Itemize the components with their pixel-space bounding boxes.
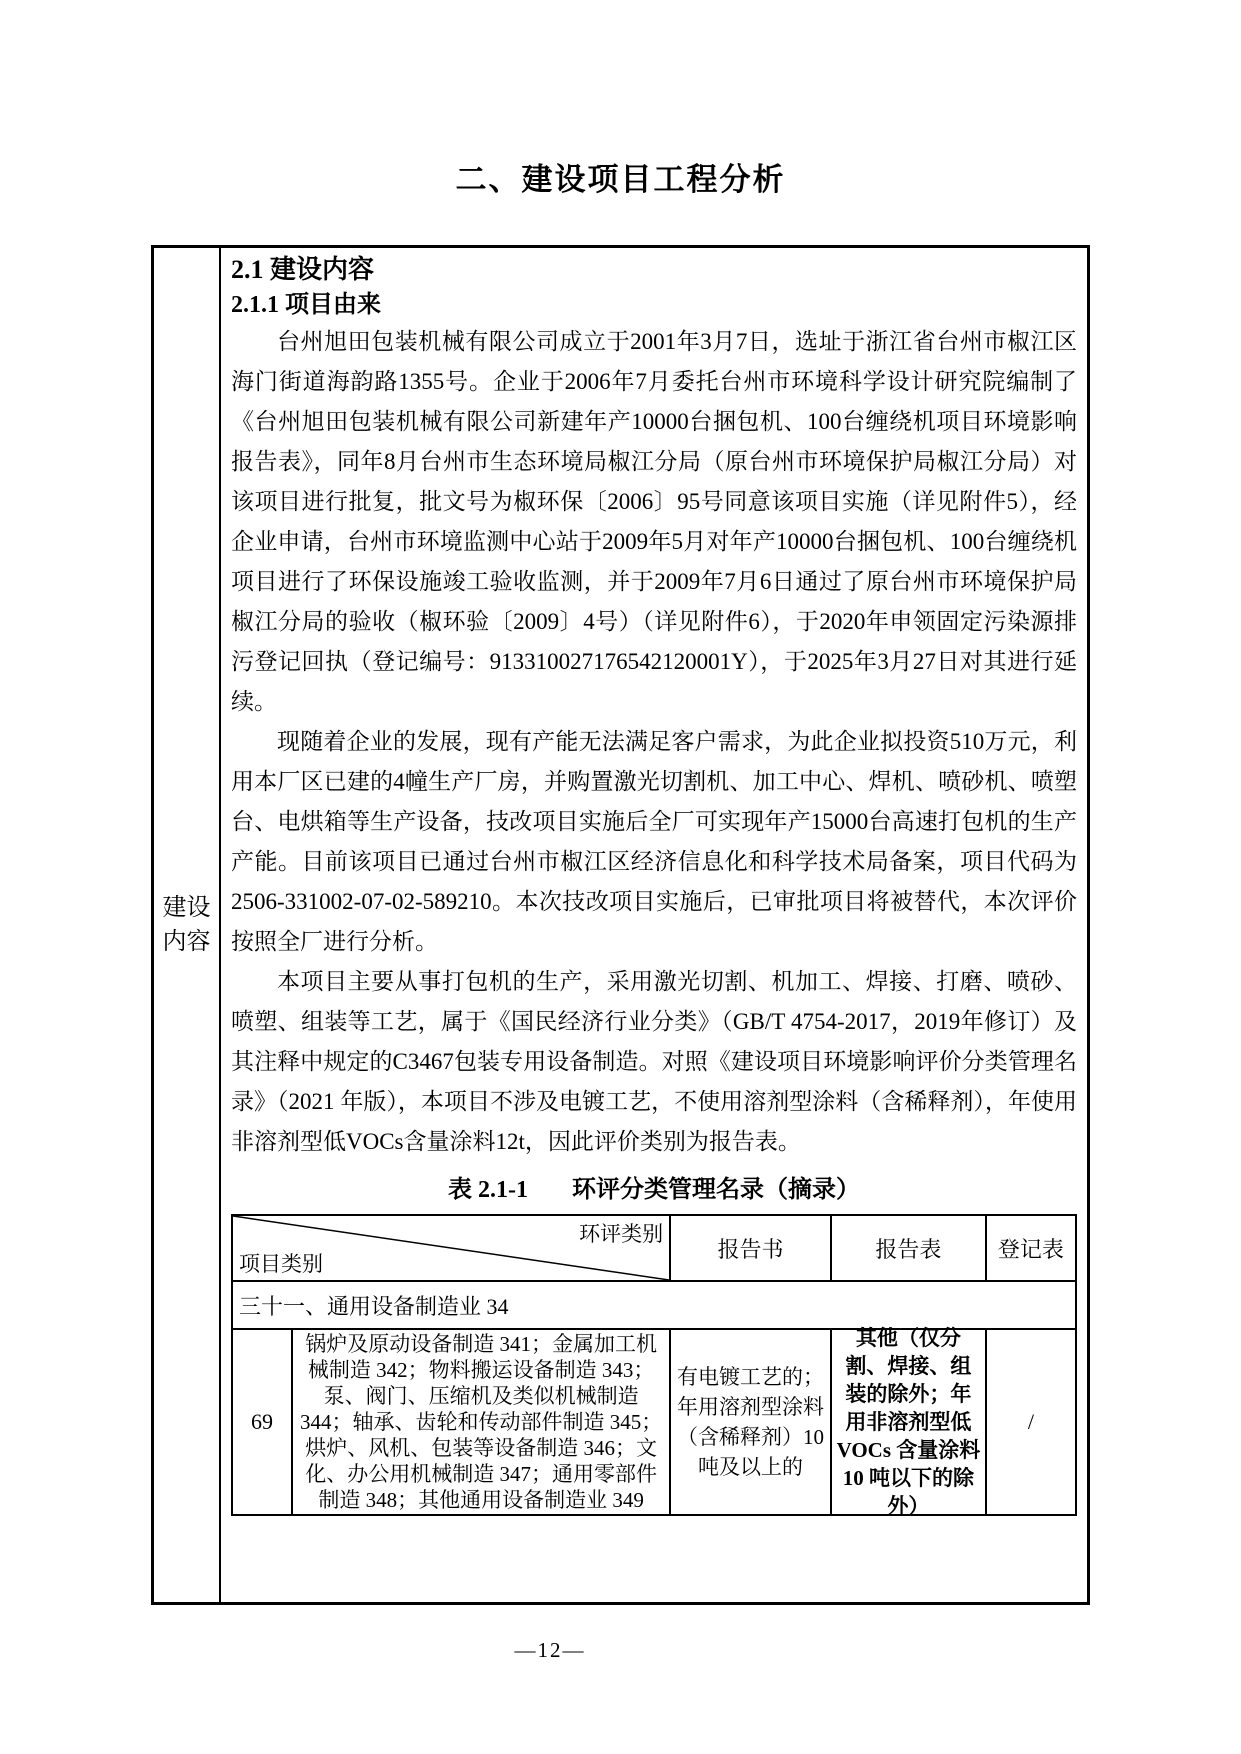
header-report-book: 报告书 bbox=[669, 1216, 830, 1280]
eia-classification-table bbox=[231, 1214, 1077, 1516]
row-header-construction-content bbox=[154, 248, 221, 1602]
heading-2-1: 2.1 建设内容 bbox=[231, 255, 375, 284]
row-category-cell: 锅炉及原动设备制造 341；金属加工机械制造 342；物料搬运设备制造 343；泵、阀门、压缩机及类似机械制造 344；轴承、齿轮和传动部件制造 345；烘炉、风机、包装等设备制造 346；文化、办公用机械制造 347；通用零部件制造 348；其他通用设备制造业 349 bbox=[291, 1328, 669, 1514]
row-header-line1: 建设 bbox=[162, 895, 211, 921]
row-report-book-cell: 有电镀工艺的；年用溶剂型涂料（含稀释剂）10 吨及以上的 bbox=[669, 1328, 830, 1514]
table-caption-title: 环评分类管理名录（摘录） bbox=[572, 1177, 860, 1203]
industry-section-row: 三十一、通用设备制造业 34 bbox=[233, 1280, 1075, 1328]
row-report-form-cell: 其他（仅分割、焊接、组装的除外；年用非溶剂型低 VOCs 含量涂料 10 吨以下的除外） bbox=[830, 1328, 985, 1514]
page-title: 二、建设项目工程分析 bbox=[455, 162, 786, 197]
content-frame bbox=[151, 245, 1090, 1605]
header-eia-category: 环评类别 bbox=[579, 1222, 664, 1246]
paragraph-classification: 本项目主要从事打包机的生产，采用激光切割、机加工、焊接、打磨、喷砂、喷塑、组装等工艺，属于《国民经济行业分类》（GB/T 4754-2017，2019年修订）及其注释中规定的C3467包装专用设备制造。对照《建设项目环境影响评价分类管理名录》（2021 年版），本项目不涉及电镀工艺，不使用溶剂型涂料（含稀释剂），年使用非溶剂型低VOCs含量涂料12t，因此评价类别为报告表。 bbox=[231, 969, 1077, 1154]
table-caption bbox=[231, 1174, 1077, 1206]
row-registration-cell: / bbox=[985, 1328, 1075, 1514]
paragraph-project-origin: 台州旭田包装机械有限公司成立于2001年3月7日，选址于浙江省台州市椒江区海门街道海韵路1355号。企业于2006年7月委托台州市环境科学设计研究院编制了《台州旭田包装机械有限公司新建年产10000台捆包机、100台缠绕机项目环境影响报告表》，同年8月台州市生态环境局椒江分局（原台州市环境保护局椒江分局）对该项目进行批复，批文号为椒环保〔2006〕95号同意该项目实施（详见附件5），经企业申请，台州市环境监测中心站于2009年5月对年产10000台捆包机、100台缠绕机项目进行了环保设施竣工验收监测，并于2009年7月6日通过了原台州市环境保护局椒江分局的验收（椒环验〔2009〕4号）（详见附件6），于2020年申领固定污染源排污登记回执（登记编号：913310027176542120001Y），于2025年3月27日对其进行延续。 bbox=[231, 329, 1077, 714]
table-caption-label: 表 2.1-1 bbox=[448, 1177, 528, 1203]
content-cell bbox=[221, 248, 1087, 1602]
row-id-cell: 69 bbox=[233, 1328, 291, 1514]
heading-2-1-1: 2.1.1 项目由来 bbox=[231, 292, 381, 318]
header-report-form: 报告表 bbox=[830, 1216, 985, 1280]
diagonal-header-cell bbox=[233, 1216, 669, 1280]
header-registration-form: 登记表 bbox=[985, 1216, 1075, 1280]
row-header-line2: 内容 bbox=[162, 929, 211, 955]
page-number: —12— bbox=[514, 1638, 586, 1662]
header-project-category: 项目类别 bbox=[239, 1252, 323, 1276]
paragraph-expansion: 现随着企业的发展，现有产能无法满足客户需求，为此企业拟投资510万元，利用本厂区已建的4幢生产厂房，并购置激光切割机、加工中心、焊机、喷砂机、喷塑台、电烘箱等生产设备，技改项目实施后全厂可实现年产15000台高速打包机的生产产能。目前该项目已通过台州市椒江区经济信息化和科学技术局备案，项目代码为2506-331002-07-02-589210。本次技改项目实施后，已审批项目将被替代，本次评价按照全厂进行分析。 bbox=[231, 729, 1077, 954]
